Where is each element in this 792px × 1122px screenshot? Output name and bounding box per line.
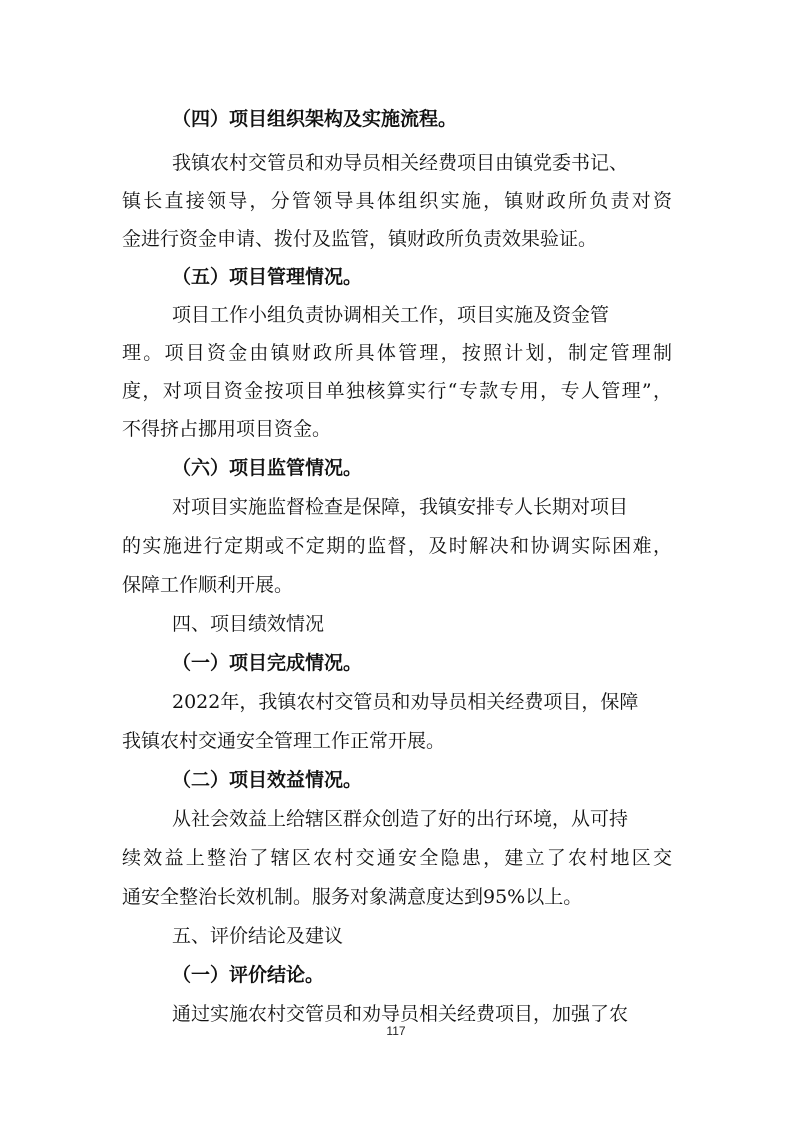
body-text: 理。项目资金由镇财政所具体管理，按照计划，制定管理制: [122, 342, 672, 364]
section-heading-5: [172, 264, 572, 290]
paragraph-line: [122, 884, 792, 910]
paragraph-line: [122, 728, 792, 754]
page-number: 117: [386, 1024, 406, 1038]
paragraph-line: [172, 689, 672, 715]
body-text: 通安全整治长效机制。服务对象满意度达到95%以上。: [122, 886, 583, 908]
body-text: 从社会效益上给辖区群众创造了好的出行环境，从可持: [172, 808, 629, 830]
chapter-heading-5: [172, 923, 572, 949]
paragraph-line: [172, 806, 672, 832]
heading-text: （四）项目组织架构及实施流程。: [172, 108, 458, 130]
chapter-heading-4: [172, 611, 572, 637]
body-text: 镇长直接领导，分管领导具体组织实施，镇财政所负责对资: [122, 190, 672, 212]
body-text: 度，对项目资金按项目单独核算实行“专款专用，专人管理”，: [122, 380, 672, 402]
heading-text: （六）项目监管情况。: [172, 457, 363, 479]
paragraph-line: [122, 378, 792, 404]
heading-text: （一）评价结论。: [172, 964, 325, 986]
body-text: 我镇农村交通安全管理工作正常开展。: [122, 730, 446, 752]
body-text: 项目工作小组负责协调相关工作，项目实施及资金管: [172, 304, 610, 326]
paragraph-line: [172, 302, 672, 328]
section-heading-4: [172, 106, 572, 132]
paragraph-line: [122, 533, 792, 559]
chapter-text: 四、项目绩效情况: [172, 613, 325, 635]
paragraph-line: [172, 150, 672, 176]
body-text: 续效益上整治了辖区农村交通安全隐患，建立了农村地区交: [122, 847, 672, 869]
heading-text: （五）项目管理情况。: [172, 266, 363, 288]
paragraph-line: [172, 494, 672, 520]
body-text: 我镇农村交管员和劝导员相关经费项目由镇党委书记、: [172, 152, 629, 174]
section-heading-5-1: [172, 962, 572, 988]
body-text: 金进行资金申请、拨付及监管，镇财政所负责效果验证。: [122, 228, 598, 250]
paragraph-line: [122, 416, 792, 442]
paragraph-line: [122, 572, 792, 598]
body-text: 的实施进行定期或不定期的监督，及时解决和协调实际困难，: [122, 535, 672, 557]
heading-text: （二）项目效益情况。: [172, 769, 363, 791]
body-text: 不得挤占挪用项目资金。: [122, 418, 332, 440]
section-heading-6: [172, 455, 572, 481]
chapter-text: 五、评价结论及建议: [172, 925, 344, 947]
paragraph-line: [122, 226, 792, 252]
paragraph-line: [122, 845, 792, 871]
body-text: 保障工作顺利开展。: [122, 574, 294, 596]
body-text: 2022年，我镇农村交管员和劝导员相关经费项目，保障: [172, 691, 639, 713]
body-text: 对项目实施监督检查是保障，我镇安排专人长期对项目: [172, 496, 629, 518]
paragraph-line: [122, 340, 792, 366]
body-text: 通过实施农村交管员和劝导员相关经费项目，加强了农: [172, 1003, 629, 1025]
paragraph-line: [122, 188, 792, 214]
heading-text: （一）项目完成情况。: [172, 652, 363, 674]
section-heading-4-2: [172, 767, 572, 793]
section-heading-4-1: [172, 650, 572, 676]
